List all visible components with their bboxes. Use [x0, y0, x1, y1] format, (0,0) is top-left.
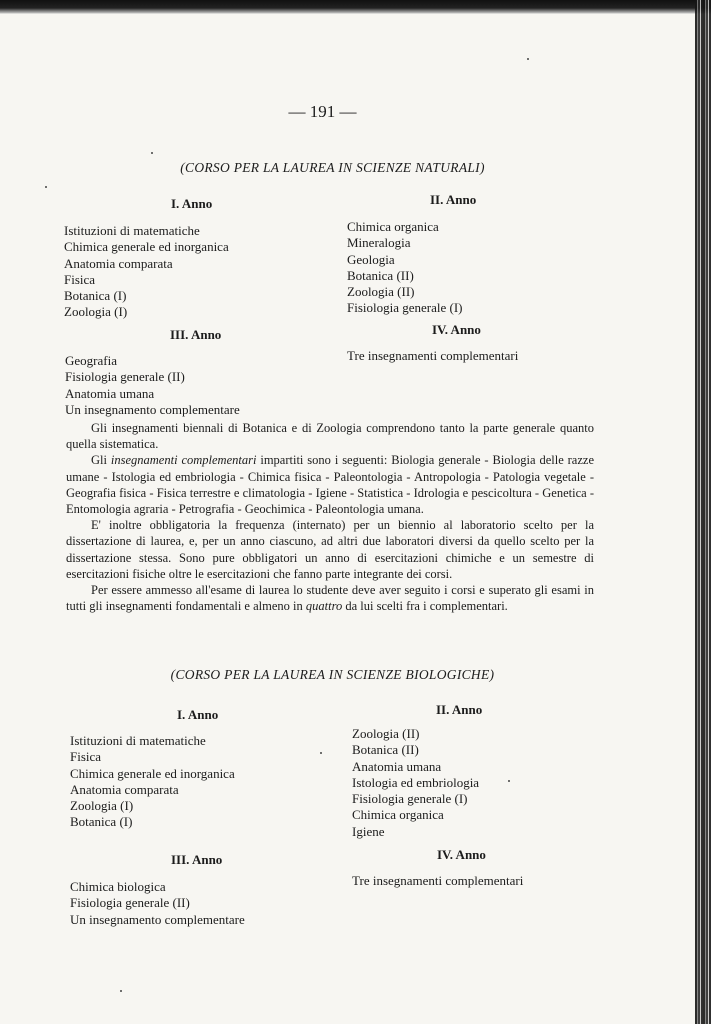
- course-item: Fisiologia generale (II): [65, 369, 185, 385]
- course-item: Un insegnamento complementare: [65, 401, 240, 417]
- course-item: Istituzioni di matematiche: [70, 733, 206, 748]
- section1-title: (CORSO PER LA LAUREA IN SCIENZE NATURALI): [180, 160, 485, 175]
- course-item: Anatomia comparata: [70, 781, 179, 797]
- course-item: Zoologia (II): [347, 284, 415, 300]
- section2-year1-heading: I. Anno: [177, 707, 219, 722]
- scan-speck: [527, 58, 529, 60]
- section2-year4-heading: IV. Anno: [437, 847, 486, 862]
- notes-paragraph-2: [66, 452, 594, 517]
- course-item: Anatomia comparata: [64, 255, 173, 271]
- course-item: Geologia: [347, 251, 395, 267]
- section1-year1-list: [64, 223, 229, 321]
- course-item: Botanica (I): [70, 814, 133, 830]
- course-item: Botanica (II): [352, 742, 419, 758]
- course-item: Chimica biologica: [70, 879, 166, 894]
- section1-year4-heading: IV. Anno: [432, 322, 481, 337]
- section1-year2-heading: II. Anno: [430, 192, 477, 207]
- section1-year3-list: [65, 353, 240, 418]
- section2-year2-list: [352, 726, 479, 840]
- notes-p4-rest: da lui scelti fra i complementari.: [345, 599, 508, 614]
- course-item: Zoologia (II): [352, 726, 420, 741]
- course-item: Istituzioni di matematiche: [64, 223, 200, 238]
- scan-speck: [45, 186, 47, 188]
- section2-year3-heading: III. Anno: [171, 852, 223, 867]
- scan-speck: [508, 780, 510, 782]
- course-item: Anatomia umana: [352, 758, 442, 774]
- course-item: Mineralogia: [347, 235, 411, 251]
- course-item: Zoologia (I): [64, 304, 128, 320]
- notes-p2-lead: Gli: [91, 453, 107, 468]
- course-item: Chimica generale ed inorganica: [70, 765, 235, 781]
- notes-p4-emphasis: quattro: [305, 599, 343, 614]
- course-item: Botanica (II): [347, 267, 414, 283]
- course-item: Igiene: [352, 823, 385, 839]
- course-item: Fisiologia generale (I): [347, 300, 463, 316]
- section2-year3-list: [70, 879, 245, 928]
- section1-year4-list: [347, 348, 518, 364]
- notes-p2-emphasis: insegnamenti complementari: [110, 453, 257, 468]
- section2-year2-heading: II. Anno: [436, 702, 483, 717]
- course-item: Geografia: [65, 353, 117, 368]
- section1-year1-heading: I. Anno: [171, 196, 213, 211]
- course-item: Fisica: [64, 271, 96, 287]
- course-item: Fisica: [70, 749, 102, 765]
- notes-p2-rest: impartiti sono i seguenti: Biologia generale - Biologia delle razze umane - Istologia ed embriologia - Chimica fisica - Paleontologia - Antropologia - Patologia vegetale - Geografia fisica - Fisica terrestre e climatologia - Igiene - Statistica - Idrologia e pescicoltura - Genetica - Entomologia agraria - Petrografia - Geochimica - Paleontologia umana.: [66, 453, 594, 517]
- course-item: Fisiologia generale (I): [352, 791, 468, 807]
- book-top-edge: [0, 0, 711, 14]
- scan-speck: [320, 752, 322, 754]
- section1-notes: [66, 420, 594, 614]
- section1-year3-heading: III. Anno: [170, 327, 222, 342]
- course-item: Un insegnamento complementare: [70, 911, 245, 927]
- course-item: Tre insegnamenti complementari: [347, 348, 519, 363]
- course-item: Chimica generale ed inorganica: [64, 239, 229, 255]
- course-item: Zoologia (I): [70, 798, 134, 814]
- course-item: Chimica organica: [347, 219, 439, 234]
- course-item: Istologia ed embriologia: [352, 774, 480, 790]
- scan-speck: [120, 990, 122, 992]
- notes-p4-lead: Per essere ammesso all'esame di laurea lo studente deve aver seguito i corsi e superato gli esami in tutti gli insegnamenti fondamentali e almeno in: [66, 583, 594, 614]
- section2-title: (CORSO PER LA LAUREA IN SCIENZE BIOLOGICHE): [170, 667, 495, 682]
- course-item: Fisiologia generale (II): [70, 895, 190, 911]
- book-binding-edge: [695, 0, 711, 1024]
- section2-year1-list: [70, 733, 235, 831]
- page-number: — 191 —: [288, 102, 357, 121]
- notes-paragraph-1: Gli insegnamenti biennali di Botanica e di Zoologia comprendono tanto la parte generale quanto quella sistematica.: [66, 421, 594, 452]
- notes-paragraph-4: [66, 582, 594, 614]
- course-item: Tre insegnamenti complementari: [352, 873, 524, 888]
- section1-year2-list: [347, 219, 463, 317]
- notes-paragraph-3: E' inoltre obbligatoria la frequenza (internato) per un biennio al laboratorio scelto per la dissertazione di laurea, e, per un anno ciascuno, ad altri due laboratori diversi da quello scelto per la dissertazione stessa. Sono pure obbligatori un anno di esercitazioni chimiche e un semestre di esercitazioni fisiche oltre le esercitazioni che fanno parte integrante dei corsi.: [66, 518, 594, 581]
- course-item: Chimica organica: [352, 807, 444, 823]
- course-item: Botanica (I): [64, 288, 127, 304]
- section2-year4-list: [352, 873, 523, 889]
- course-item: Anatomia umana: [65, 385, 155, 401]
- scan-speck: [151, 152, 153, 154]
